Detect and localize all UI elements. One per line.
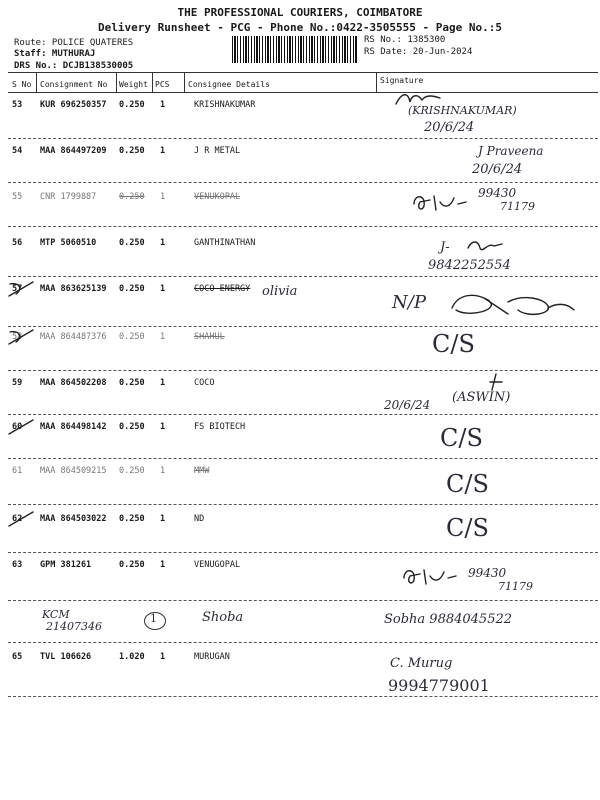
row-divider: [8, 414, 598, 415]
row-pcs: 1: [160, 192, 166, 202]
row-pcs: 1: [160, 560, 166, 570]
row-sno: 56: [12, 238, 23, 248]
staff-label: Staff: MUTHURAJ: [14, 49, 96, 59]
rs-date: RS Date: 20-Jun-2024: [364, 47, 473, 57]
row-pcs: 1: [160, 332, 166, 342]
row-consignee: FS BIOTECH: [194, 422, 246, 432]
row-weight: 0.250: [119, 332, 145, 342]
signature-scribble: [394, 90, 444, 110]
col-consignment-header: Consignment No: [40, 80, 108, 89]
row-consignment: GPM 381261: [40, 560, 92, 570]
row-consignee: VENUKOPAL: [194, 192, 241, 202]
row-sno: 59: [12, 378, 23, 388]
handwritten-consignment: KCM: [42, 608, 70, 621]
row-consignment: MAA 864498142: [40, 422, 107, 432]
handwritten-name: Shoba: [202, 610, 244, 625]
row-weight: 0.250: [119, 422, 145, 432]
signature-scribble: [400, 566, 460, 588]
company-title: THE PROFESSIONAL COURIERS, COIMBATORE: [177, 6, 423, 19]
signature-scribble: [410, 192, 470, 214]
handwritten-cs: C/S: [440, 424, 483, 452]
row-consignment: CNR 1799887: [40, 192, 97, 202]
row-divider: [8, 226, 598, 227]
row-weight: 0.250: [119, 560, 145, 570]
col-signature-header: Signature: [380, 76, 424, 85]
signature-scribble: [466, 238, 506, 256]
runsheet-subtitle: Delivery Runsheet - PCG - Phone No.:0422-3505555 - Page No.:5: [98, 21, 502, 34]
rs-number: RS No.: 1385300: [364, 35, 446, 45]
handwritten-phone: 9842252554: [428, 258, 511, 273]
row-divider: [8, 504, 598, 505]
row-consignee: MMW: [194, 466, 210, 476]
column-divider: [376, 72, 377, 92]
row-consignee: MURUGAN: [194, 652, 230, 662]
row-pcs: 1: [160, 100, 166, 110]
route-label: Route: POLICE QUATERES: [14, 38, 134, 48]
row-weight: 0.250: [119, 466, 145, 476]
drs-number: DRS No.: DCJB138530005: [14, 61, 134, 71]
row-consignee: ND: [194, 514, 205, 524]
row-consignee: GANTHINATHAN: [194, 238, 256, 248]
handwritten-sig: N/P: [392, 292, 426, 313]
row-sno: 63: [12, 560, 23, 570]
handwritten-cs: C/S: [432, 330, 475, 358]
row-consignee: COCO: [194, 378, 215, 388]
handwritten-consignment: 21407346: [46, 620, 102, 633]
row-pcs: 1: [160, 238, 166, 248]
row-divider: [8, 326, 598, 327]
row-weight: 0.250: [119, 514, 145, 524]
row-divider: [8, 552, 598, 553]
row-consignee: KRISHNAKUMAR: [194, 100, 256, 110]
strike-mark: [6, 278, 36, 300]
row-sno: 62: [12, 514, 23, 524]
row-weight: 0.250: [119, 192, 145, 202]
header-top-rule: [8, 72, 598, 73]
row-consignment: MAA 864503022: [40, 514, 107, 524]
row-divider: [8, 276, 598, 277]
header-bottom-rule: [8, 92, 598, 93]
row-sno: 53: [12, 100, 23, 110]
row-sno: 55: [12, 192, 23, 202]
row-consignee: COCO ENERGY: [194, 284, 251, 294]
row-consignee: VENUGOPAL: [194, 560, 241, 570]
row-pcs: 1: [160, 378, 166, 388]
row-consignment: MAA 864487376: [40, 332, 107, 342]
handwritten-phone: 9994779001: [388, 676, 490, 695]
row-pcs: 1: [160, 514, 166, 524]
row-weight: 1.020: [119, 652, 145, 662]
handwritten-number: 99430: [468, 566, 507, 580]
handwritten-number: 99430: [478, 186, 517, 200]
row-weight: 0.250: [119, 378, 145, 388]
handwritten-sig: Sobha 9884045522: [384, 612, 513, 627]
handwritten-sig: C. Murug: [390, 656, 453, 671]
handwritten-cs: C/S: [446, 514, 489, 542]
strike-mark: [6, 416, 36, 438]
handwritten-note: olivia: [262, 284, 298, 299]
col-weight-header: Weight: [119, 80, 148, 89]
row-divider: [8, 370, 598, 371]
row-divider: [8, 600, 598, 601]
row-consignment: MAA 864497209: [40, 146, 107, 156]
row-pcs: 1: [160, 466, 166, 476]
row-consignment: MAA 864502208: [40, 378, 107, 388]
row-divider: [8, 696, 598, 697]
handwritten-name: J-: [440, 240, 450, 255]
row-sno: 58: [12, 332, 23, 342]
row-divider: [8, 458, 598, 459]
row-divider: [8, 642, 598, 643]
column-divider: [184, 72, 185, 92]
signature-scribble: [486, 372, 506, 394]
row-sno: 61: [12, 466, 23, 476]
row-pcs: 1: [160, 422, 166, 432]
row-pcs: 1: [160, 652, 166, 662]
handwritten-name: J Praveena: [478, 144, 544, 158]
row-consignee: SHAHUL: [194, 332, 225, 342]
row-consignment: KUR 696250357: [40, 100, 107, 110]
handwritten-date: 20/6/24: [384, 398, 431, 412]
col-pcs-header: PCS: [155, 80, 170, 89]
row-weight: 0.250: [119, 238, 145, 248]
row-sno: 54: [12, 146, 23, 156]
row-weight: 0.250: [119, 146, 145, 156]
barcode: [232, 36, 358, 63]
handwritten-number: 71179: [500, 200, 535, 213]
row-sno: 57: [12, 284, 23, 294]
handwritten-number: 71179: [498, 580, 533, 593]
row-divider: [8, 138, 598, 139]
signature-scribble: [448, 288, 578, 322]
row-weight: 0.250: [119, 100, 145, 110]
row-consignment: MAA 863625139: [40, 284, 107, 294]
row-sno: 65: [12, 652, 23, 662]
row-divider: [8, 182, 598, 183]
row-consignment: MAA 864509215: [40, 466, 107, 476]
column-divider: [36, 72, 37, 92]
col-consignee-header: Consignee Details: [188, 80, 270, 89]
col-sno-header: S No: [12, 80, 32, 89]
column-divider: [152, 72, 153, 92]
handwritten-cs: C/S: [446, 470, 489, 498]
handwritten-date: 20/6/24: [472, 162, 523, 177]
row-pcs: 1: [160, 146, 166, 156]
handwritten-name: (KRISHNAKUMAR): [408, 104, 517, 117]
handwritten-date: 20/6/24: [424, 120, 475, 135]
row-consignee: J R METAL: [194, 146, 241, 156]
strike-mark: [6, 326, 36, 348]
row-weight: 0.250: [119, 284, 145, 294]
handwritten-name: (ASWIN): [452, 390, 511, 405]
column-divider: [116, 72, 117, 92]
row-sno: 60: [12, 422, 23, 432]
handwritten-pcs: 1: [150, 612, 157, 625]
row-consignment: MTP 5060510: [40, 238, 97, 248]
row-pcs: 1: [160, 284, 166, 294]
strike-mark: [6, 508, 36, 530]
row-consignment: TVL 106626: [40, 652, 92, 662]
